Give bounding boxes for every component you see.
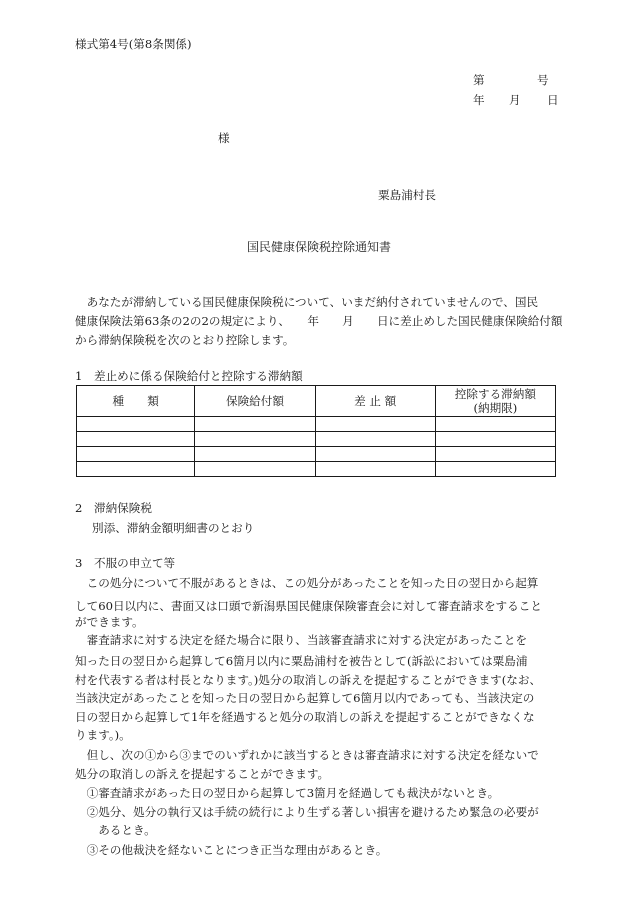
table-cell — [315, 447, 435, 462]
table-cell — [435, 462, 555, 477]
section3-line: ができます。 — [75, 615, 144, 629]
table-cell — [77, 432, 195, 447]
intro-line: から滞納保険税を次のとおり控除します。 — [75, 333, 295, 347]
section2-heading: 2 滞納保険税 — [75, 501, 152, 515]
section3-line: 日の翌日から起算して1年を経過すると処分の取消しの訴えを提起することができなくな — [75, 710, 535, 724]
section3-line: 処分の取消しの訴えを提起することができます。 — [75, 767, 330, 781]
section3-line: 知った日の翌日から起算して6箇月以内に粟島浦村を被告として(訴訟においては粟島浦 — [75, 654, 528, 668]
doc-number-prefix: 第 — [473, 73, 485, 87]
section3-line: 但し、次の①から③までのいずれかに該当するときは審査請求に対する決定を経ないで — [75, 748, 539, 762]
section3-line: 当該決定があったことを知った日の翌日から起算して6箇月以内であっても、当該決定の — [75, 691, 535, 705]
col-benefit-amount: 保険給付額 — [195, 386, 315, 417]
section3-line: この処分について不服があるときは、この処分があったことを知った日の翌日から起算 — [75, 576, 539, 590]
date-year: 年 — [473, 93, 485, 107]
section3-line: あるとき。 — [75, 823, 156, 837]
table-cell — [435, 432, 555, 447]
table-cell — [195, 417, 315, 432]
addressee: 様 — [218, 131, 230, 145]
section3-line: 審査請求に対する決定を経た場合に限り、当該審査請求に対する決定があったことを — [75, 633, 528, 647]
section3-line: ②処分、処分の執行又は手続の続行により生ずる著しい損害を避けるため緊急の必要が — [75, 805, 539, 819]
table-row — [77, 462, 556, 477]
col-deducted-arrears-label: 控除する滞納額 — [454, 387, 536, 401]
date-month: 月 — [509, 93, 521, 107]
table-cell — [195, 447, 315, 462]
intro-line: あなたが滞納している国民健康保険税について、いまだ納付されていませんので、国民 — [75, 295, 539, 309]
table-cell — [77, 462, 195, 477]
intro-paragraph — [75, 293, 562, 350]
document-date — [473, 92, 559, 108]
table-row — [77, 417, 556, 432]
deduction-table — [76, 385, 556, 477]
section1-heading: 1 差止めに係る保険給付と控除する滞納額 — [75, 369, 303, 383]
section2-body: 別添、滞納金額明細書のとおり — [92, 521, 255, 535]
table-cell — [315, 432, 435, 447]
table-cell — [315, 462, 435, 477]
section3-line: ③その他裁決を経ないことにつき正当な理由があるとき。 — [75, 843, 388, 857]
section3-heading: 3 不服の申立て等 — [75, 556, 176, 570]
issuer: 粟島浦村長 — [378, 188, 436, 202]
table-cell — [77, 447, 195, 462]
section3-line: ります。)。 — [75, 728, 131, 742]
table-cell — [195, 432, 315, 447]
table-cell — [195, 462, 315, 477]
document-title: 国民健康保険税控除通知書 — [247, 240, 392, 254]
table-header-row — [77, 386, 556, 417]
section3-line: して60日以内に、書面又は口頭で新潟県国民健康保険審査会に対して審査請求をすること — [75, 599, 542, 613]
col-withheld-amount: 差 止 額 — [315, 386, 435, 417]
intro-line: 健康保険法第63条の2の2の規定により、 年 月 日に差止めした国民健康保険給付額 — [75, 314, 563, 328]
col-type: 種 類 — [77, 386, 195, 417]
table-cell — [435, 417, 555, 432]
section3-line: 村を代表する者は村長となります。)処分の取消しの訴えを提起することができます(なお、 — [75, 673, 542, 687]
table-cell — [315, 417, 435, 432]
section3-line: ①審査請求があった日の翌日から起算して3箇月を経過しても裁決がないとき。 — [75, 786, 500, 800]
doc-number-suffix: 号 — [537, 73, 549, 87]
date-day: 日 — [547, 93, 559, 107]
col-deducted-arrears — [435, 386, 555, 417]
col-due-date-label: (納期限) — [473, 401, 518, 415]
document-number — [473, 72, 549, 88]
table-cell — [77, 417, 195, 432]
table-cell — [435, 447, 555, 462]
table-row — [77, 432, 556, 447]
form-number: 様式第4号(第8条関係) — [75, 37, 192, 51]
table-row — [77, 447, 556, 462]
